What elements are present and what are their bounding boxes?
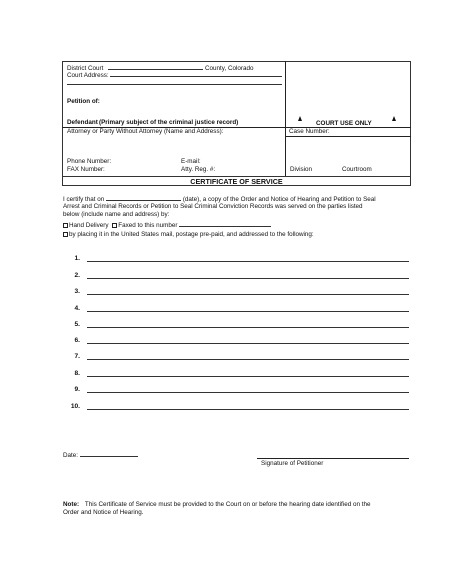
mail-checkbox[interactable] [63,232,68,237]
signature-line[interactable] [257,458,409,459]
recipient-line: 1. [74,255,80,262]
hand-delivery-label: Hand Delivery [69,222,109,229]
recipient-line: 9. [74,386,80,393]
recipient-field[interactable] [87,359,409,360]
recipient-field[interactable] [87,327,409,328]
date-field[interactable] [80,451,138,457]
certify-line-1: I certify that on (date), a copy of the Order and Notice of Hearing and Petition to Seal [63,196,376,203]
recipient-line: 10. [70,403,80,410]
caption-divider-vertical [285,61,286,177]
recipient-line: 7. [74,353,80,360]
note-text-1: This Certificate of Service must be provided to the Court on or before the hearing date identified on the [84,501,371,508]
recipient-field[interactable] [87,294,409,295]
hand-delivery-checkbox[interactable] [63,223,68,228]
phone-number-label: Phone Number: [67,158,112,165]
note-line-2: Order and Notice of Hearing. [63,509,144,516]
recipient-field[interactable] [87,278,409,279]
certify-line-3: below (include name and address) by: [63,211,170,218]
county-state-label: County, Colorado [205,65,254,72]
recipient-field[interactable] [87,343,409,344]
case-number-label: Case Number: [289,128,330,135]
email-label: E-mail: [181,158,201,165]
defendant-note: (Primary subject of the criminal justice record) [99,119,239,126]
recipient-line: 8. [74,370,80,377]
recipient-line: 3. [74,288,80,295]
note-line-1 [63,501,370,509]
defendant-label: Defendant [67,119,98,126]
case-number-divider [285,136,411,137]
petition-of-label: Petition of: [67,98,100,105]
recipient-field[interactable] [87,311,409,312]
court-use-only-label: COURT USE ONLY [316,120,372,127]
recipient-field[interactable] [87,409,409,410]
recipient-line: 4. [74,305,80,312]
recipient-field[interactable] [87,392,409,393]
district-court-field[interactable] [108,64,203,70]
fax-number-field[interactable] [179,221,271,227]
recipient-line: 5. [74,321,80,328]
courtroom-label: Courtroom [342,166,372,173]
atty-reg-label: Atty. Reg. #: [181,166,216,173]
arrow-up-icon-left [298,116,302,121]
court-address-field[interactable] [110,71,282,77]
attorney-label: Attorney or Party Without Attorney (Name and Address): [67,128,224,135]
certify-line-2: Arrest and Criminal Records or Petition to Seal Criminal Conviction Records was served on the parties listed [63,203,363,210]
arrow-up-icon-right [392,116,396,121]
recipient-line: 6. [74,337,80,344]
mail-label: by placing it in the United States mail, postage pre-paid, and addressed to the following: [69,231,314,238]
delivery-options-row [63,221,271,230]
fax-label: Faxed to this number [118,222,178,229]
recipient-line: 2. [74,272,80,279]
date-label: Date: [63,452,79,459]
recipient-field[interactable] [87,376,409,377]
court-address-label: Court Address: [67,72,109,79]
signature-label: Signature of Petitioner [261,460,324,467]
fax-checkbox[interactable] [112,223,117,228]
division-label: Division [290,166,313,173]
fax-number-label: FAX Number: [67,166,105,173]
recipient-field[interactable] [87,261,409,262]
note-label: Note: [63,501,80,508]
district-court-label: District Court [67,65,104,72]
court-address-field-2[interactable] [67,79,282,85]
mail-option-row [63,231,314,239]
page-title: CERTIFICATE OF SERVICE [190,177,283,186]
service-date-field[interactable] [106,195,181,201]
